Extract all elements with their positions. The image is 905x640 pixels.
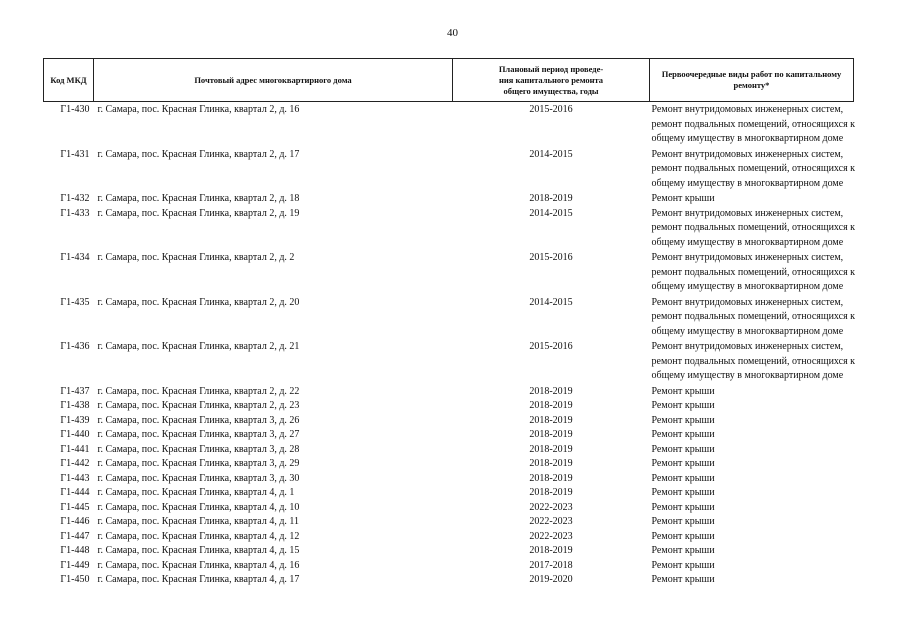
row-works-line: Ремонт крыши bbox=[651, 458, 715, 469]
header-period-line: ния капитального ремонта bbox=[498, 74, 604, 85]
table-row bbox=[44, 102, 854, 148]
row-period: 2019-2020 bbox=[529, 574, 573, 585]
row-works bbox=[650, 385, 854, 400]
header-works bbox=[650, 59, 854, 102]
table-row bbox=[44, 207, 854, 252]
row-period: 2014-2015 bbox=[529, 148, 573, 160]
row-code: Г1-439 bbox=[60, 414, 90, 426]
row-works bbox=[650, 443, 854, 458]
table-row bbox=[44, 296, 854, 341]
header-works-line: ремонту* bbox=[733, 80, 770, 90]
table-row bbox=[44, 457, 854, 472]
table-row bbox=[44, 472, 854, 487]
row-period: 2022-2023 bbox=[529, 530, 573, 542]
row-works bbox=[650, 515, 854, 530]
row-works bbox=[650, 544, 854, 559]
row-works-line: Ремонт крыши bbox=[651, 443, 715, 455]
row-address: г. Самара, пос. Красная Глинка, квартал 4, д. 1 bbox=[97, 487, 295, 498]
repair-plan-table bbox=[43, 58, 854, 588]
row-works-line: Ремонт крыши bbox=[651, 414, 715, 426]
row-period: 2015-2016 bbox=[529, 252, 573, 263]
row-works-line: ремонт подвальных помещений, относящихся к bbox=[651, 266, 856, 278]
table-row bbox=[44, 148, 854, 193]
row-works bbox=[650, 340, 854, 385]
row-works-line: общему имуществу в многоквартирном доме bbox=[651, 236, 844, 248]
row-works-line: Ремонт крыши bbox=[651, 516, 715, 527]
row-address: г. Самара, пос. Красная Глинка, квартал 2, д. 22 bbox=[97, 385, 300, 397]
table-row bbox=[44, 192, 854, 207]
row-period: 2018-2019 bbox=[529, 545, 573, 556]
table-row bbox=[44, 399, 854, 414]
row-works bbox=[650, 573, 854, 588]
row-address: г. Самара, пос. Красная Глинка, квартал 4, д. 10 bbox=[97, 501, 300, 513]
row-period: 2018-2019 bbox=[529, 193, 573, 204]
table-row bbox=[44, 428, 854, 443]
row-period: 2017-2018 bbox=[529, 559, 573, 571]
row-works-line: Ремонт крыши bbox=[651, 574, 715, 585]
row-address: г. Самара, пос. Красная Глинка, квартал 2, д. 20 bbox=[97, 296, 300, 308]
row-works-line: Ремонт крыши bbox=[651, 545, 715, 556]
row-period: 2018-2019 bbox=[529, 429, 573, 440]
header-works-line: Первоочередные виды работ по капитальному bbox=[661, 69, 842, 79]
row-code: Г1-450 bbox=[60, 574, 90, 585]
row-code: Г1-443 bbox=[60, 472, 90, 484]
row-works-line: ремонт подвальных помещений, относящихся к bbox=[651, 355, 856, 367]
row-works bbox=[650, 296, 854, 341]
row-works-line: Ремонт внутридомовых инженерных систем, bbox=[651, 148, 844, 160]
row-works-line: Ремонт крыши bbox=[651, 385, 715, 397]
row-period: 2014-2015 bbox=[529, 296, 573, 308]
header-period-line: Плановый период проведе- bbox=[498, 63, 604, 74]
table-row bbox=[44, 486, 854, 501]
row-code: Г1-448 bbox=[60, 545, 90, 556]
row-code: Г1-440 bbox=[60, 429, 90, 440]
header-address: Почтовый адрес многоквартирного дома bbox=[94, 59, 453, 102]
row-code: Г1-447 bbox=[60, 530, 90, 542]
row-period: 2022-2023 bbox=[529, 516, 573, 527]
row-works-line: ремонт подвальных помещений, относящихся к bbox=[651, 222, 856, 233]
row-works-line: общему имуществу в многоквартирном доме bbox=[651, 281, 844, 292]
table-row bbox=[44, 501, 854, 516]
header-code: Код МКД bbox=[44, 59, 94, 102]
row-period: 2018-2019 bbox=[529, 443, 573, 455]
row-works-line: общему имуществу в многоквартирном доме bbox=[651, 133, 844, 144]
table-row bbox=[44, 340, 854, 385]
row-period: 2015-2016 bbox=[529, 341, 573, 352]
row-code: Г1-432 bbox=[60, 193, 90, 204]
row-period: 2018-2019 bbox=[529, 458, 573, 469]
page-number: 40 bbox=[447, 27, 458, 39]
row-works bbox=[650, 399, 854, 414]
table-row bbox=[44, 530, 854, 545]
row-address: г. Самара, пос. Красная Глинка, квартал 2, д. 2 bbox=[97, 252, 295, 263]
row-works bbox=[650, 472, 854, 487]
row-address: г. Самара, пос. Красная Глинка, квартал 2, д. 19 bbox=[97, 207, 300, 219]
table-row bbox=[44, 515, 854, 530]
row-works-line: общему имуществу в многоквартирном доме bbox=[651, 370, 844, 381]
row-works bbox=[650, 148, 854, 193]
row-works-line: Ремонт внутридомовых инженерных систем, bbox=[651, 341, 844, 352]
row-code: Г1-444 bbox=[60, 487, 90, 498]
header-row bbox=[44, 59, 854, 102]
table-body bbox=[44, 102, 854, 588]
row-works bbox=[650, 486, 854, 501]
row-address: г. Самара, пос. Красная Глинка, квартал 4, д. 16 bbox=[97, 559, 300, 571]
row-works-line: Ремонт внутридомовых инженерных систем, bbox=[651, 207, 844, 219]
table-header bbox=[44, 59, 854, 102]
row-address: г. Самара, пос. Красная Глинка, квартал 3, д. 29 bbox=[97, 458, 300, 469]
table-row bbox=[44, 443, 854, 458]
document-sheet bbox=[43, 58, 856, 588]
row-works bbox=[650, 251, 854, 296]
row-works-line: общему имуществу в многоквартирном доме bbox=[651, 177, 844, 189]
row-period: 2018-2019 bbox=[529, 487, 573, 498]
row-address: г. Самара, пос. Красная Глинка, квартал 3, д. 30 bbox=[97, 472, 300, 484]
row-code: Г1-433 bbox=[60, 207, 90, 219]
row-address: г. Самара, пос. Красная Глинка, квартал 3, д. 27 bbox=[97, 429, 300, 440]
row-works-line: Ремонт крыши bbox=[651, 400, 715, 411]
row-works bbox=[650, 102, 854, 148]
row-works bbox=[650, 501, 854, 516]
table-row bbox=[44, 385, 854, 400]
row-address: г. Самара, пос. Красная Глинка, квартал 2, д. 17 bbox=[97, 148, 300, 160]
row-code: Г1-435 bbox=[60, 296, 90, 308]
row-period: 2014-2015 bbox=[529, 207, 573, 219]
table-row bbox=[44, 559, 854, 574]
row-works-line: ремонт подвальных помещений, относящихся к bbox=[651, 118, 856, 130]
row-works-line: Ремонт крыши bbox=[651, 472, 715, 484]
table-row bbox=[44, 251, 854, 296]
row-works-line: Ремонт крыши bbox=[651, 487, 715, 498]
row-works bbox=[650, 457, 854, 472]
row-works-line: общему имуществу в многоквартирном доме bbox=[651, 325, 844, 337]
table-row bbox=[44, 544, 854, 559]
row-code: Г1-449 bbox=[60, 559, 90, 571]
row-works-line: Ремонт крыши bbox=[651, 530, 715, 542]
row-address: г. Самара, пос. Красная Глинка, квартал 4, д. 15 bbox=[97, 545, 300, 556]
row-address: г. Самара, пос. Красная Глинка, квартал 4, д. 12 bbox=[97, 530, 300, 542]
row-works-line: ремонт подвальных помещений, относящихся к bbox=[651, 311, 856, 322]
row-address: г. Самара, пос. Красная Глинка, квартал 2, д. 23 bbox=[97, 400, 300, 411]
row-address: г. Самара, пос. Красная Глинка, квартал 2, д. 16 bbox=[97, 104, 300, 115]
row-code: Г1-434 bbox=[60, 252, 90, 263]
table-row bbox=[44, 414, 854, 429]
row-works-line: Ремонт внутридомовых инженерных систем, bbox=[651, 296, 844, 308]
row-code: Г1-442 bbox=[60, 458, 90, 469]
row-code: Г1-438 bbox=[60, 400, 90, 411]
row-code: Г1-446 bbox=[60, 516, 90, 527]
row-works-line: ремонт подвальных помещений, относящихся к bbox=[651, 163, 856, 174]
row-works-line: Ремонт внутридомовых инженерных систем, bbox=[651, 252, 844, 263]
row-code: Г1-445 bbox=[60, 501, 90, 513]
row-works-line: Ремонт внутридомовых инженерных систем, bbox=[651, 104, 844, 115]
row-works bbox=[650, 207, 854, 252]
row-period: 2015-2016 bbox=[529, 104, 573, 115]
row-works-line: Ремонт крыши bbox=[651, 193, 715, 204]
row-address: г. Самара, пос. Красная Глинка, квартал 3, д. 26 bbox=[97, 414, 300, 426]
row-works-line: Ремонт крыши bbox=[651, 501, 715, 513]
row-period: 2018-2019 bbox=[529, 400, 573, 411]
row-code: Г1-437 bbox=[60, 385, 90, 397]
row-address: г. Самара, пос. Красная Глинка, квартал 3, д. 28 bbox=[97, 443, 300, 455]
row-works-line: Ремонт крыши bbox=[651, 429, 715, 440]
row-works bbox=[650, 559, 854, 574]
header-period-line: общего имущества, годы bbox=[503, 85, 599, 96]
row-works bbox=[650, 530, 854, 545]
table-row bbox=[44, 573, 854, 588]
header-period bbox=[453, 59, 650, 102]
row-code: Г1-441 bbox=[60, 443, 90, 455]
row-address: г. Самара, пос. Красная Глинка, квартал 4, д. 11 bbox=[97, 516, 300, 527]
row-code: Г1-431 bbox=[60, 148, 90, 160]
row-period: 2018-2019 bbox=[529, 414, 573, 426]
row-works bbox=[650, 414, 854, 429]
row-address: г. Самара, пос. Красная Глинка, квартал 2, д. 21 bbox=[97, 341, 300, 352]
row-works-line: Ремонт крыши bbox=[651, 559, 715, 571]
row-code: Г1-436 bbox=[60, 341, 90, 352]
row-code: Г1-430 bbox=[60, 104, 90, 115]
row-period: 2022-2023 bbox=[529, 501, 573, 513]
row-period: 2018-2019 bbox=[529, 472, 573, 484]
row-works bbox=[650, 192, 854, 207]
row-works bbox=[650, 428, 854, 443]
row-address: г. Самара, пос. Красная Глинка, квартал 4, д. 17 bbox=[97, 574, 300, 585]
row-address: г. Самара, пос. Красная Глинка, квартал 2, д. 18 bbox=[97, 193, 300, 204]
row-period: 2018-2019 bbox=[529, 385, 573, 397]
